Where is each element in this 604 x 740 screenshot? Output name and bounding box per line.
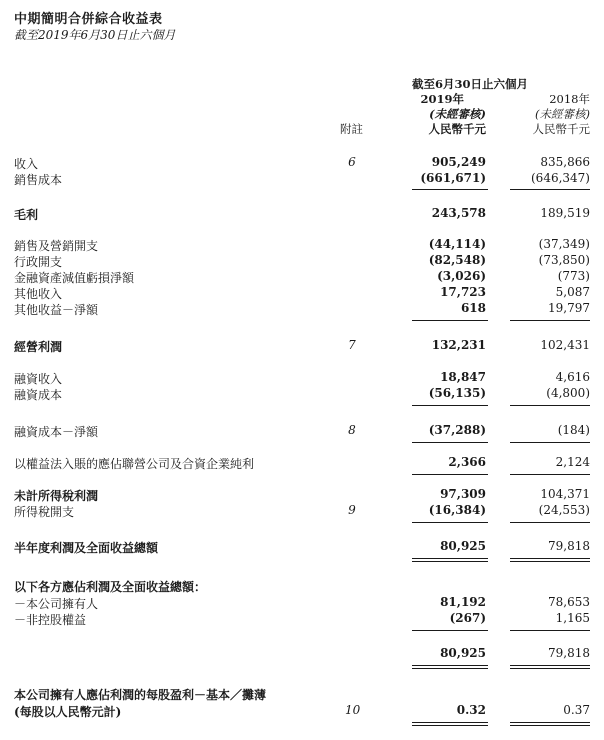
table-row bbox=[0, 370, 604, 387]
row-note: 6 bbox=[348, 155, 356, 169]
row-label: 未計所得稅利潤 bbox=[14, 489, 99, 503]
value-2019: (661,671) bbox=[420, 171, 486, 185]
value-2018: 79,818 bbox=[548, 539, 590, 553]
statement-title: 中期簡明合併綜合收益表 bbox=[14, 12, 163, 27]
value-2019: (56,135) bbox=[428, 386, 486, 400]
value-2019: 905,249 bbox=[431, 155, 486, 169]
value-2018: 104,371 bbox=[540, 487, 590, 501]
table-row bbox=[0, 646, 604, 663]
value-2018: 79,818 bbox=[548, 646, 590, 660]
row-note: 8 bbox=[348, 423, 356, 437]
value-2018: (4,800) bbox=[546, 386, 590, 400]
value-2019: 618 bbox=[460, 301, 486, 315]
table-row bbox=[0, 686, 604, 703]
rule bbox=[510, 522, 590, 523]
value-2018: 78,653 bbox=[548, 595, 590, 609]
value-2019: 97,309 bbox=[440, 487, 486, 501]
double-rule bbox=[510, 722, 590, 726]
row-label: 融資成本－淨額 bbox=[14, 425, 99, 439]
row-label: 融資成本 bbox=[14, 388, 63, 402]
value-2018: 0.37 bbox=[563, 703, 590, 717]
table-row bbox=[0, 487, 604, 504]
col2-year: 2018年 bbox=[549, 92, 590, 106]
period-header: 截至6月30日止六個月 bbox=[412, 77, 529, 91]
col1-year: 2019年 bbox=[420, 92, 464, 106]
table-row bbox=[0, 253, 604, 270]
col1-audit: (未經審核) bbox=[429, 107, 486, 121]
value-2019: 132,231 bbox=[431, 338, 486, 352]
rule bbox=[510, 442, 590, 443]
rule bbox=[510, 320, 590, 321]
value-2018: 4,616 bbox=[555, 370, 590, 384]
table-row bbox=[0, 386, 604, 403]
table-row bbox=[0, 423, 604, 440]
value-2018: (773) bbox=[557, 269, 590, 283]
row-label: 其他收入 bbox=[14, 287, 63, 301]
value-2018: 19,797 bbox=[548, 301, 590, 315]
row-label: 以下各方應佔利潤及全面收益總額： bbox=[14, 580, 207, 594]
table-row bbox=[0, 338, 604, 355]
col1-unit: 人民幣千元 bbox=[428, 122, 486, 136]
table-row bbox=[0, 611, 604, 628]
table-row bbox=[0, 455, 604, 472]
value-2019: (44,114) bbox=[428, 237, 486, 251]
row-label: 本公司擁有人應佔利潤的每股盈利－基本／攤薄 bbox=[14, 688, 267, 702]
value-2018: 1,165 bbox=[555, 611, 590, 625]
value-2019: (82,548) bbox=[428, 253, 486, 267]
row-label: 半年度利潤及全面收益總額 bbox=[14, 541, 159, 555]
row-label: 所得稅開支 bbox=[14, 505, 75, 519]
table-row bbox=[0, 285, 604, 302]
table-row bbox=[0, 703, 604, 720]
rule bbox=[412, 630, 488, 631]
table-row bbox=[0, 237, 604, 254]
row-label: 融資收入 bbox=[14, 372, 63, 386]
value-2019: (267) bbox=[449, 611, 486, 625]
value-2018: (184) bbox=[557, 423, 590, 437]
value-2018: 2,124 bbox=[555, 455, 590, 469]
double-rule bbox=[510, 665, 590, 669]
value-2018: 102,431 bbox=[540, 338, 590, 352]
value-2018: 189,519 bbox=[540, 206, 590, 220]
rule bbox=[412, 522, 488, 523]
row-label: (每股以人民幣元計) bbox=[14, 705, 122, 719]
table-row bbox=[0, 301, 604, 318]
rule bbox=[510, 405, 590, 406]
row-note: 7 bbox=[348, 338, 356, 352]
value-2019: (3,026) bbox=[437, 269, 486, 283]
value-2018: (646,347) bbox=[531, 171, 590, 185]
table-row bbox=[0, 171, 604, 188]
value-2019: 2,366 bbox=[448, 455, 486, 469]
value-2019: 0.32 bbox=[456, 703, 486, 717]
table-row bbox=[0, 595, 604, 612]
rule bbox=[510, 630, 590, 631]
table-row bbox=[0, 578, 604, 595]
value-2019: 80,925 bbox=[440, 646, 486, 660]
rule bbox=[510, 189, 590, 190]
row-label: 收入 bbox=[14, 157, 39, 171]
rule bbox=[412, 320, 488, 321]
value-2018: 5,087 bbox=[555, 285, 590, 299]
row-label: 以權益法入賬的應佔聯營公司及合資企業純利 bbox=[14, 457, 255, 471]
value-2019: (16,384) bbox=[428, 503, 486, 517]
value-2019: (37,288) bbox=[428, 423, 486, 437]
row-label: 銷售及營銷開支 bbox=[14, 239, 99, 253]
value-2019: 243,578 bbox=[431, 206, 486, 220]
row-label: －本公司擁有人 bbox=[14, 597, 99, 611]
col2-unit: 人民幣千元 bbox=[532, 122, 590, 136]
table-row bbox=[0, 269, 604, 286]
row-note: 10 bbox=[345, 703, 361, 717]
value-2018: (24,553) bbox=[538, 503, 590, 517]
value-2019: 18,847 bbox=[440, 370, 486, 384]
rule bbox=[412, 474, 488, 475]
row-note: 9 bbox=[348, 503, 356, 517]
row-label: 經營利潤 bbox=[14, 340, 63, 354]
rule bbox=[412, 189, 488, 190]
col2-audit: (未經審核) bbox=[535, 107, 590, 121]
double-rule bbox=[412, 558, 488, 562]
row-label: －非控股權益 bbox=[14, 613, 87, 627]
row-label: 其他收益－淨額 bbox=[14, 303, 99, 317]
row-label: 銷售成本 bbox=[14, 173, 63, 187]
note-column-header: 附註 bbox=[340, 122, 363, 136]
rule bbox=[510, 474, 590, 475]
table-row bbox=[0, 503, 604, 520]
value-2018: (37,349) bbox=[538, 237, 590, 251]
double-rule bbox=[510, 558, 590, 562]
table-row bbox=[0, 155, 604, 172]
statement-subtitle: 截至2019年6月30日止六個月 bbox=[14, 28, 176, 42]
double-rule bbox=[412, 722, 488, 726]
row-label: 金融資產減值虧損淨額 bbox=[14, 271, 135, 285]
value-2019: 80,925 bbox=[440, 539, 486, 553]
table-row bbox=[0, 206, 604, 223]
table-row bbox=[0, 539, 604, 556]
row-label: 行政開支 bbox=[14, 255, 63, 269]
value-2019: 17,723 bbox=[440, 285, 486, 299]
value-2018: 835,866 bbox=[540, 155, 590, 169]
row-label: 毛利 bbox=[14, 208, 39, 222]
value-2018: (73,850) bbox=[538, 253, 590, 267]
rule bbox=[412, 405, 488, 406]
double-rule bbox=[412, 665, 488, 669]
value-2019: 81,192 bbox=[440, 595, 486, 609]
rule bbox=[412, 442, 488, 443]
